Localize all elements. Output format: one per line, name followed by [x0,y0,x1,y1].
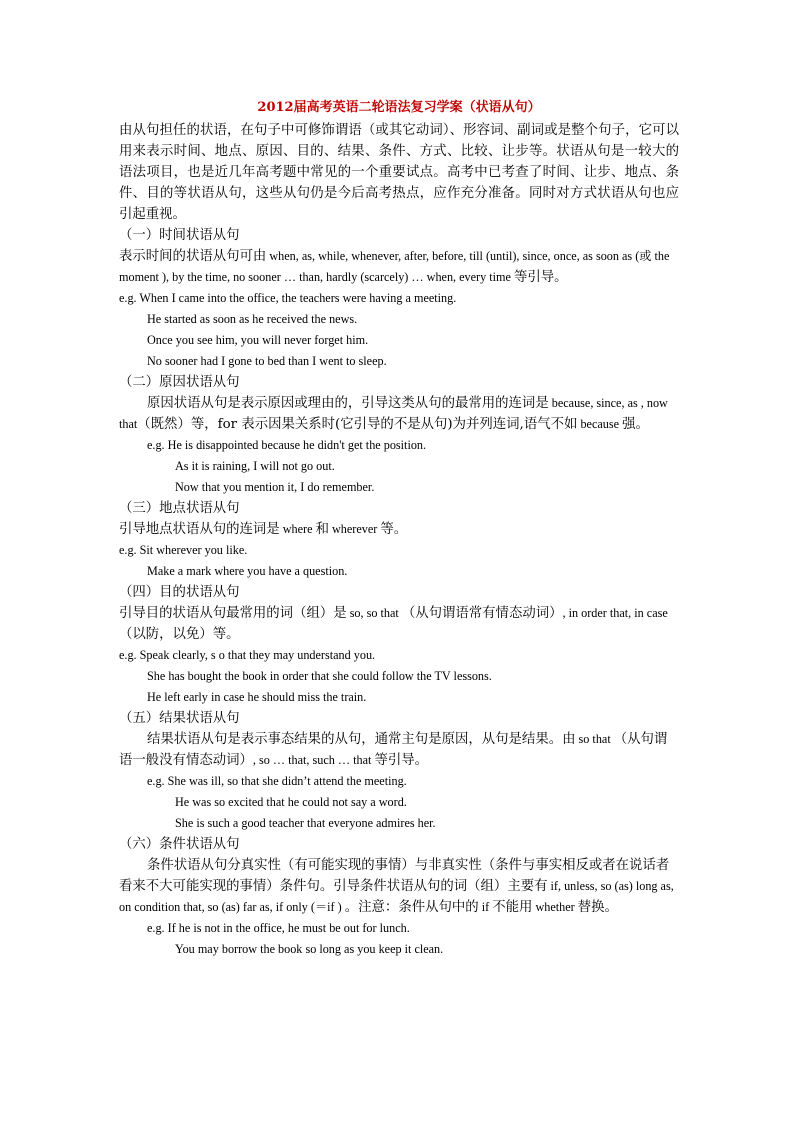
section-desc-condition [119,855,679,918]
example-sentence: He was so excited that he could not say a word. [175,795,407,809]
example-sentence: Now that you mention it, I do remember. [175,480,375,494]
desc-conjunctions: because, since, as , now that [119,396,668,431]
intro-paragraph: 由从句担任的状语，在句子中可修饰谓语（或其它动词）、形容词、副词或是整个句子，它可以用来表示时间、地点、原因、目的、结果、条件、方式、比较、让步等。状语从句是一较大的语法项目，也是近几年高考题中常见的一个重要试点。高考中已考查了时间、让步、地点、条件、目的等状语从句，这些从句仍是今后高考热点，应作充分准备。同时对方式状语从句也应引起重视。 [119,123,679,222]
desc-text: （从句谓语常有情态动词） [401,606,563,621]
example-sentence: e.g. Sit wherever you like. [119,543,248,557]
desc-conjunctions: if [478,900,493,914]
desc-text: 表示时间的状语从句可由 [119,249,267,264]
section-heading-purpose: （四）目的状语从句 [119,585,240,600]
document-page [119,98,679,960]
desc-conjunctions: , in order that, in case [562,606,668,620]
desc-conjunctions: if, unless, so (as) long as, on condition that, so (as) far as, if only (＝if ) [119,879,674,914]
desc-text: 和 [315,522,329,537]
example-sentence: e.g. Speak clearly, s o that they may understand you. [119,648,376,662]
desc-text: 引导地点状语从句的连词是 [119,522,280,537]
section-heading-condition: （六）条件状语从句 [119,837,240,852]
desc-text: （既然）等，for 表示因果关系时(它引导的不是从句)为并列连词,语气不如 [137,417,578,432]
desc-text: 替换。 [577,900,618,915]
desc-conjunctions: when, as, while, whenever, after, before, till (until), since, once, as soon as (或 the moment ), by the time, no sooner … than, hardly (scarcely) … when, every time [119,249,670,284]
desc-text: 原因状语从句是表示原因或理由的，引导这类从句的最常用的连词是 [147,396,549,411]
desc-conjunctions: so that [575,732,614,746]
example-sentence: He started as soon as he received the news. [147,312,358,326]
example-sentence: He left early in case he should miss the train. [147,690,367,704]
section-heading-result: （五）结果状语从句 [119,711,240,726]
desc-text: 等引导。 [374,753,428,768]
example-sentence: e.g. He is disappointed because he didn't get the position. [147,438,427,452]
desc-text: 强。 [622,417,649,432]
desc-text: （从句谓语一般没有情态动词） [119,732,668,768]
example-sentence: e.g. If he is not in the office, he must be out for lunch. [147,921,410,935]
section-desc-reason [119,393,679,435]
desc-conjunctions: because [577,417,623,431]
desc-text: 等。 [380,522,408,537]
document-title: 2012届高考英语二轮语法复习学案（状语从句） [257,100,541,115]
desc-conjunctions: whether [532,900,578,914]
example-sentence: Once you see him, you will never forget him. [147,333,369,347]
section-desc-result [119,729,679,771]
section-heading-place: （三）地点状语从句 [119,501,240,516]
desc-conjunctions: wherever [328,522,381,536]
desc-text: 结果状语从句是表示事态结果的从句，通常主句是原因，从句是结果。由 [147,732,576,747]
desc-text: 不能用 [492,900,533,915]
example-sentence: e.g. She was ill, so that she didn’t attend the meeting. [147,774,407,788]
section-heading-reason: （二）原因状语从句 [119,375,240,390]
desc-text: 。注意：条件从句中的 [344,900,479,915]
desc-conjunctions: where [279,522,316,536]
desc-conjunctions: so, so that [346,606,402,620]
section-heading-time: （一）时间状语从句 [119,228,240,243]
example-sentence: No sooner had I gone to bed than I went to sleep. [147,354,387,368]
desc-conjunctions: , so … that, such … that [252,753,375,767]
section-desc-place [119,519,679,540]
example-sentence: You may borrow the book so long as you keep it clean. [175,942,444,956]
section-desc-time [119,246,679,288]
example-sentence: Make a mark where you have a question. [147,564,348,578]
desc-text: 条件状语从句分真实性（有可能实现的事情）与非真实性（条件与事实相反或者在说话者看来不大可能实现的事情）条件句。引导条件状语从句的词（组）主要有 [119,858,670,894]
desc-text: 等引导。 [513,270,568,285]
section-desc-purpose [119,603,679,645]
desc-text: （以防，以免）等。 [119,627,240,642]
example-sentence: e.g. When I came into the office, the teachers were having a meeting. [119,291,457,305]
example-sentence: She has bought the book in order that she could follow the TV lessons. [147,669,492,683]
desc-text: 引导目的状语从句最常用的词（组）是 [119,606,347,621]
example-sentence: As it is raining, I will not go out. [175,459,335,473]
example-sentence: She is such a good teacher that everyone admires her. [175,816,436,830]
